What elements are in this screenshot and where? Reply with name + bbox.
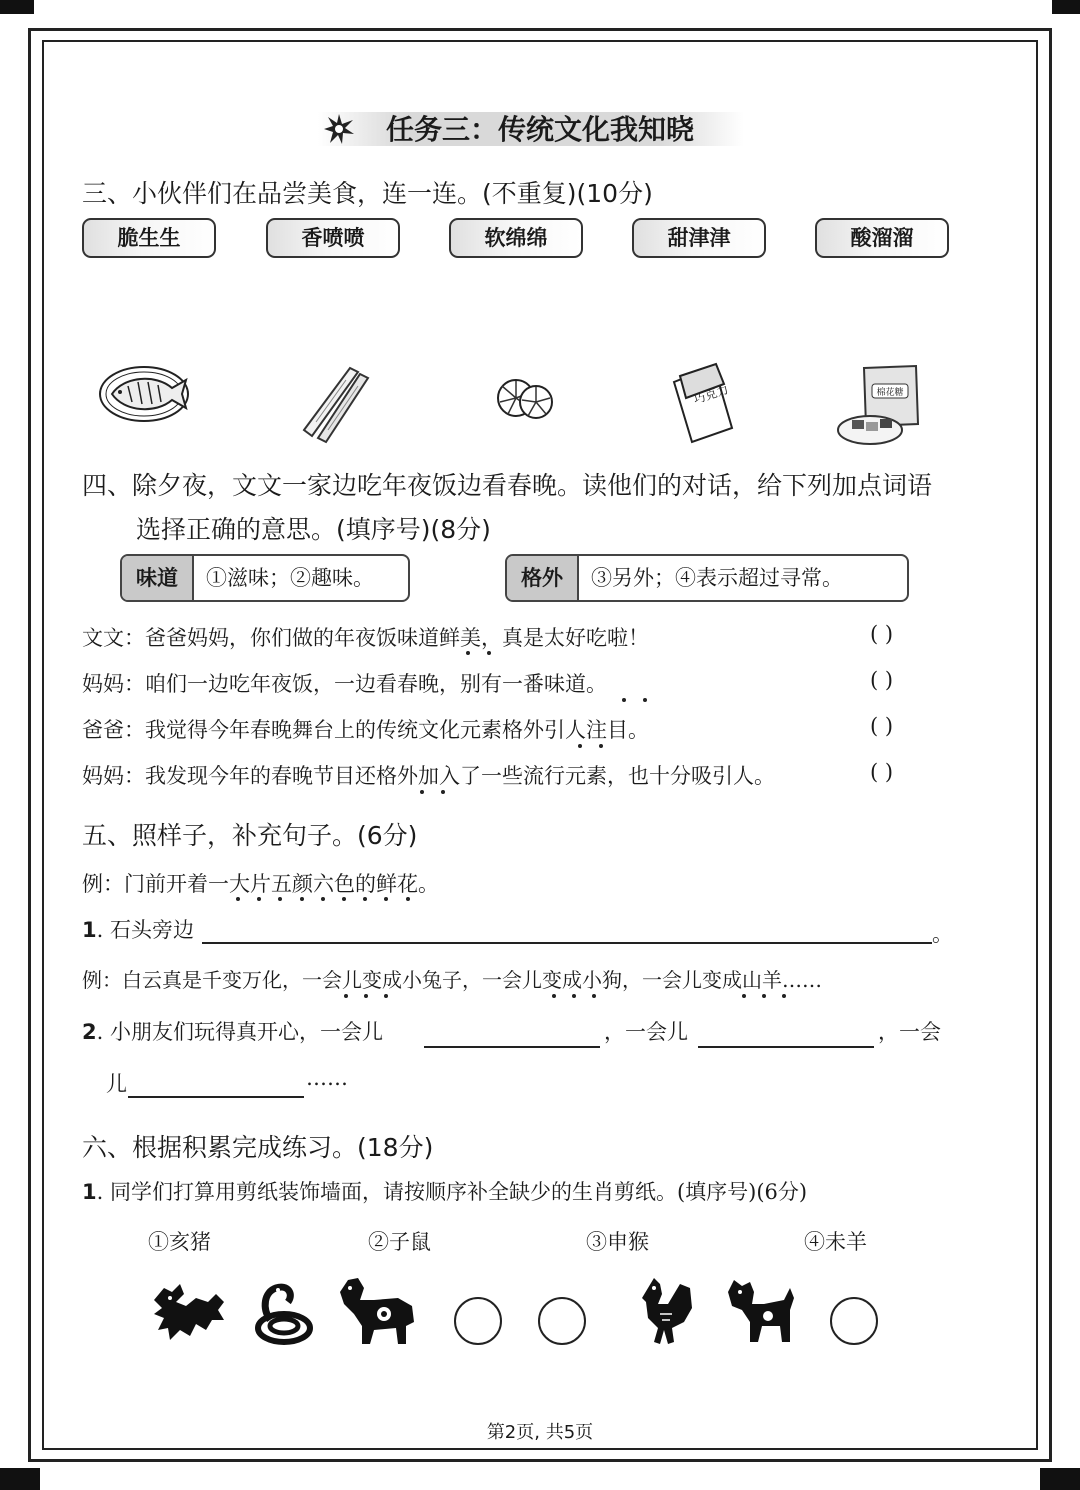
definition-text-gewai: ③另外；④表示超过寻常。 [591, 566, 843, 590]
definition-tag-weidao: 味道 [122, 556, 194, 600]
q4-heading-line2: 选择正确的意思。(填序号)(8分) [136, 515, 491, 544]
q5-example-2: 例：白云真是千变万化，一会儿变成小兔子，一会儿变成小狗，一会儿变成山羊…… [82, 968, 822, 992]
emphasis-dots [236, 897, 416, 901]
orange-slices-icon [494, 372, 558, 426]
dialog-line-3: 爸爸：我觉得今年春晚舞台上的传统文化元素格外引人注目。 [82, 718, 649, 742]
horse-papercut-icon [334, 1274, 420, 1348]
word-box-3: 软绵绵 [449, 218, 583, 258]
blank-zodiac-slot-1[interactable] [454, 1297, 502, 1345]
definition-tag-gewai: 格外 [507, 556, 579, 600]
zodiac-option-3: ③申猴 [586, 1230, 649, 1254]
scan-bottom-edge [0, 1468, 1080, 1490]
definition-box-gewai [505, 554, 909, 602]
q5-item-1-text: . 石头旁边 [96, 918, 194, 942]
q6-item-1 [82, 1176, 807, 1206]
definition-text-weidao: ①滋味；②趣味。 [206, 566, 374, 590]
blank-zodiac-slot-3[interactable] [830, 1297, 878, 1345]
marshmallow-icon [836, 364, 920, 446]
zodiac-option-4: ④未羊 [804, 1230, 867, 1254]
page-number: 第2页, 共5页 [486, 1422, 594, 1443]
emphasis-dots [622, 698, 652, 702]
q3-heading: 三、小伙伴们在品尝美食，连一连。(不重复)(10分) [82, 179, 653, 208]
snake-papercut-icon [254, 1280, 320, 1348]
answer-paren-4: ( ) [870, 760, 894, 784]
q5-item-2-line2-end: …… [306, 1066, 348, 1090]
page-title: 任务三：传统文化我知晓 [385, 113, 694, 146]
q5-item-2-line2-start: 儿 [106, 1072, 127, 1096]
answer-blank-line[interactable] [424, 1046, 600, 1048]
dialog-line-4: 妈妈：我发现今年的春晚节目还格外加入了一些流行元素，也十分吸引人。 [82, 764, 775, 788]
answer-paren-2: ( ) [870, 668, 894, 692]
q6-item-1-number: 1 [82, 1180, 97, 1204]
marshmallow-label: 棉花糖 [876, 388, 904, 398]
q5-example-1: 例：门前开着一大片五颜六色的鲜花。 [82, 872, 439, 896]
q5-item-2-tail: ，一会 [878, 1020, 941, 1044]
emphasis-dots [742, 994, 802, 998]
emphasis-dots [420, 790, 450, 794]
q5-item-2-number: 2 [82, 1020, 97, 1044]
q5-item-1-end: 。 [932, 922, 953, 946]
answer-blank-line[interactable] [128, 1096, 304, 1098]
blank-zodiac-slot-2[interactable] [538, 1297, 586, 1345]
dialog-line-1: 文文：爸爸妈妈，你们做的年夜饭味道鲜美，真是太好吃啦！ [82, 626, 649, 650]
scan-top-edge [0, 0, 1080, 14]
word-box-5: 酸溜溜 [815, 218, 949, 258]
zodiac-option-1: ①亥猪 [148, 1230, 211, 1254]
q5-item-2-text: . 小朋友们玩得真开心，一会儿 [96, 1020, 383, 1044]
rooster-papercut-icon [638, 1274, 696, 1348]
q6-item-1-text: . 同学们打算用剪纸装饰墙面，请按顺序补全缺少的生肖剪纸。(填序号)(6分) [96, 1180, 808, 1204]
q5-item-2 [82, 1016, 383, 1046]
dialog-line-2: 妈妈：咱们一边吃年夜饭，一边看春晚，别有一番味道。 [82, 672, 607, 696]
answer-paren-1: ( ) [870, 622, 894, 646]
q5-item-1-number: 1 [82, 918, 97, 942]
emphasis-dots [552, 994, 612, 998]
q5-item-2-mid: ，一会儿 [604, 1020, 688, 1044]
emphasis-dots [578, 744, 608, 748]
q4-heading-line1: 四、除夕夜，文文一家边吃年夜饭边看春晚。读他们的对话，给下列加点词语 [82, 471, 933, 500]
answer-blank-line[interactable] [202, 942, 932, 944]
dragon-papercut-icon [150, 1280, 230, 1346]
word-box-1: 脆生生 [82, 218, 216, 258]
q6-heading: 六、根据积累完成练习。(18分) [82, 1133, 434, 1162]
word-box-2: 香喷喷 [266, 218, 400, 258]
emphasis-dots [344, 994, 404, 998]
zodiac-option-2: ②子鼠 [368, 1230, 431, 1254]
answer-blank-line[interactable] [698, 1046, 874, 1048]
crispy-roll-icon [298, 360, 374, 444]
roast-fish-icon [98, 360, 194, 424]
q5-item-1 [82, 914, 194, 944]
dog-papercut-icon [724, 1276, 796, 1346]
answer-paren-3: ( ) [870, 714, 894, 738]
definition-box-weidao [120, 554, 410, 602]
chocolate-label: 巧克力 [691, 382, 731, 407]
emphasis-dots [466, 651, 496, 655]
q5-heading: 五、照样子，补充句子。(6分) [82, 821, 418, 850]
word-box-4: 甜津津 [632, 218, 766, 258]
chocolate-icon [668, 362, 738, 444]
